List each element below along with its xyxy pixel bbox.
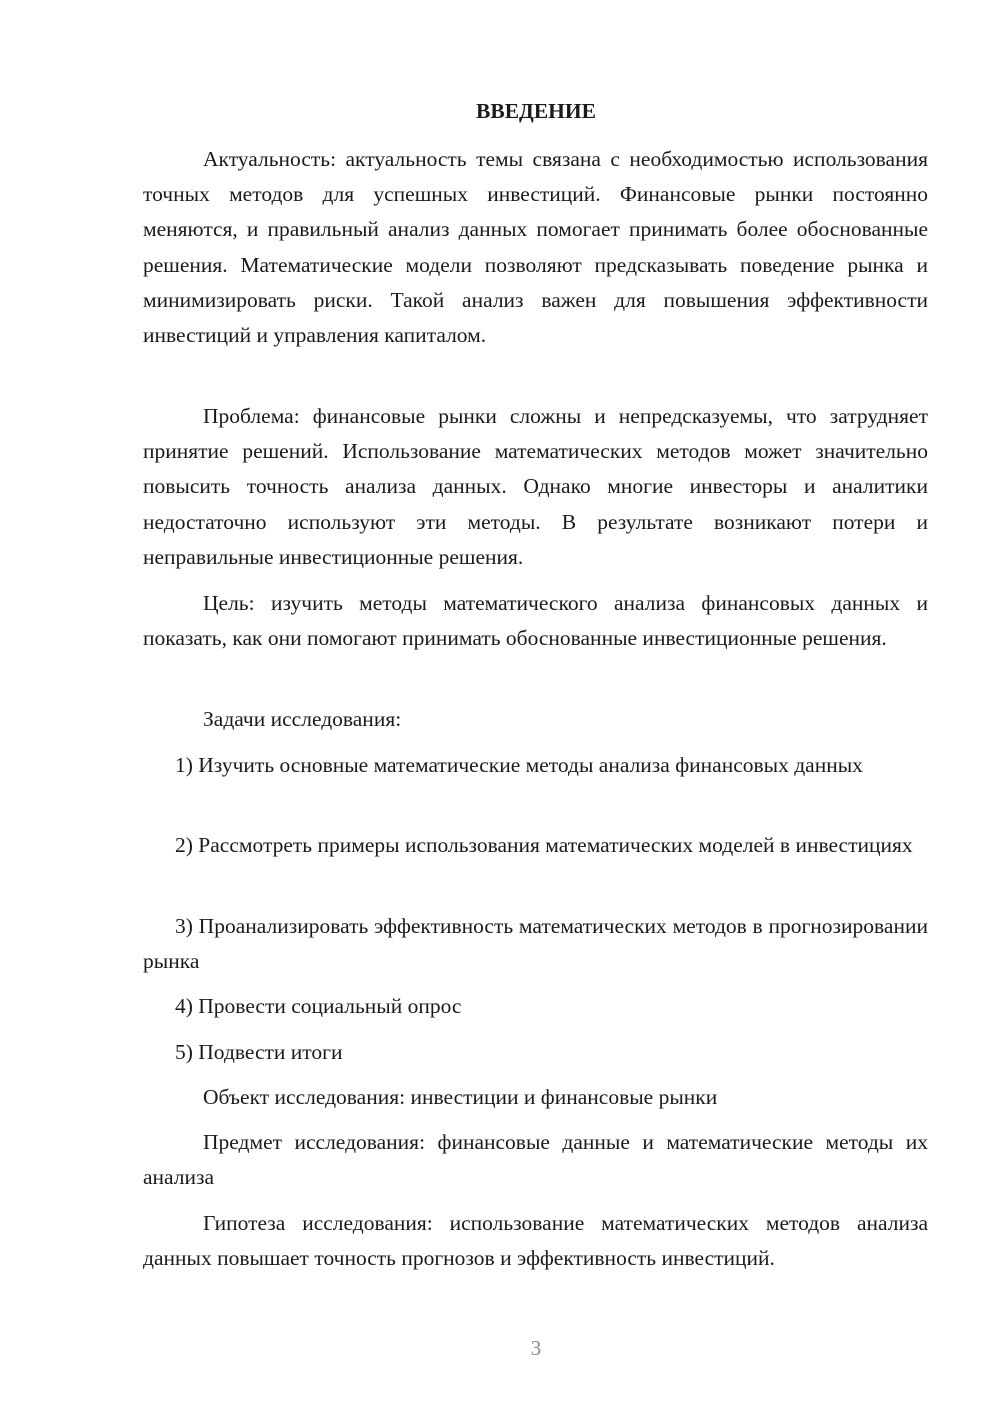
page-title: ВВЕДЕНИЕ [476,99,596,123]
goal-paragraph: Цель: изучить методы математического анализа финансовых данных и показать, как они помогают принимать обоснованные инвестиционные решения. [143,591,928,651]
tasks-heading: Задачи исследования: [203,707,402,731]
task-item-5: 5) Подвести итоги [175,1040,343,1064]
page-number: 3 [530,1336,542,1360]
task-item-3: 3) Проанализировать эффективность математических методов в прогнозировании рынка [143,914,928,974]
task-item-1: 1) Изучить основные математические методы анализа финансовых данных [175,753,863,777]
task-item-2: 2) Рассмотреть примеры использования математических моделей в инвестициях [175,833,913,857]
task-item-4: 4) Провести социальный опрос [175,994,462,1018]
hypothesis-paragraph: Гипотеза исследования: использование математических методов анализа данных повышает точность прогнозов и эффективность инвестиций. [143,1211,928,1271]
subject-paragraph: Предмет исследования: финансовые данные и математические методы их анализа [143,1130,928,1190]
problem-paragraph: Проблема: финансовые рынки сложны и непредсказуемы, что затрудняет принятие решений. Использование математических методов может значительно повысить точность анализа данных. Однако многие инвесторы и аналитики недостаточно используют эти методы. В результате возникают потери и неправильные инвестиционные решения. [143,404,928,569]
object-paragraph: Объект исследования: инвестиции и финансовые рынки [203,1085,718,1109]
relevance-paragraph: Актуальность: актуальность темы связана с необходимостью использования точных методов для успешных инвестиций. Финансовые рынки постоянно меняются, и правильный анализ данных помогает принимать более обоснованные решения. Математические модели позволяют предсказывать поведение рынка и минимизировать риски. Такой анализ важен для повышения эффективности инвестиций и управления капиталом. [143,147,928,348]
